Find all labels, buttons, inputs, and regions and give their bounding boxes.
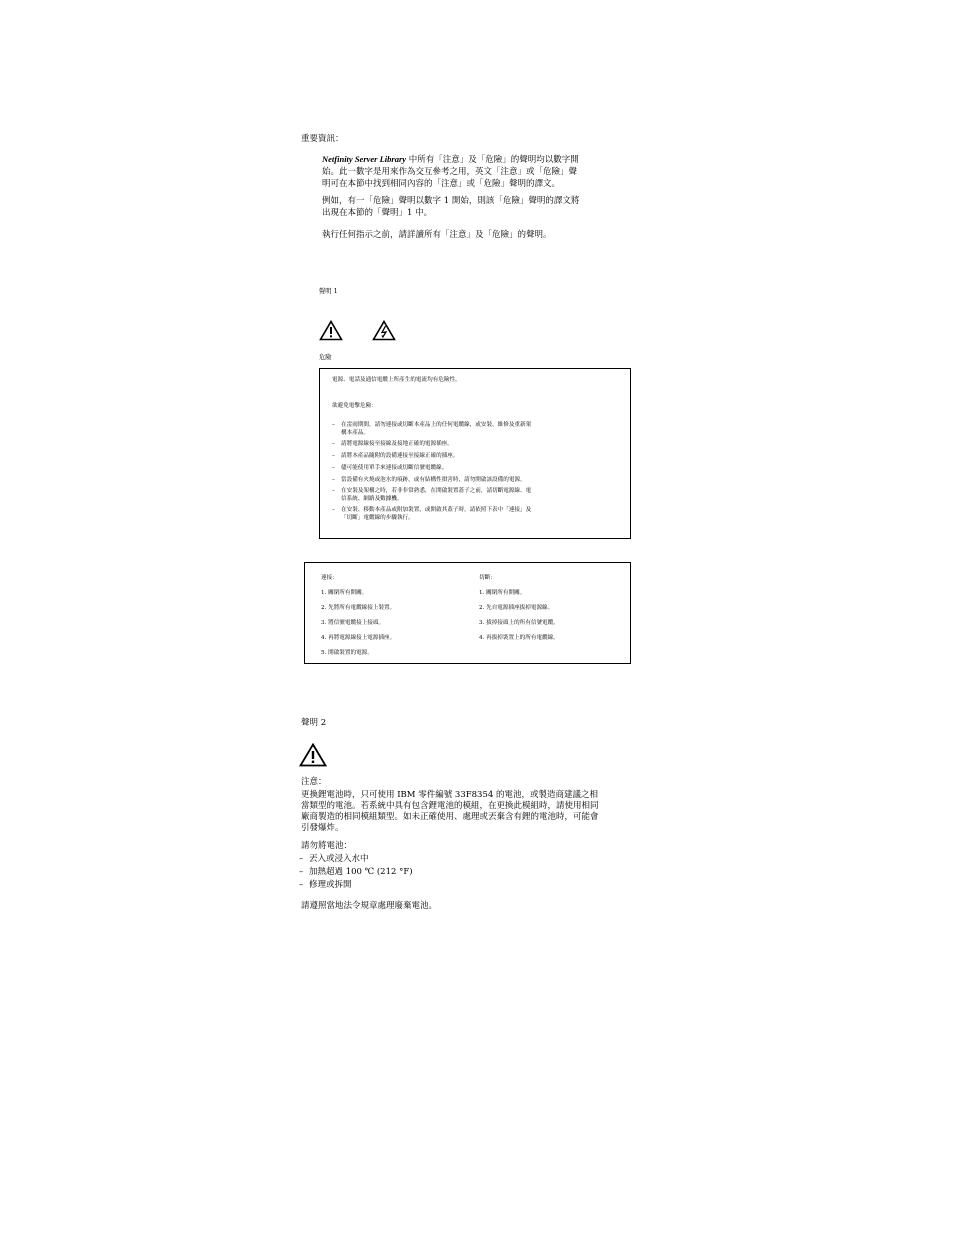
danger-line-2: 欲避免電擊危險：	[332, 403, 377, 409]
library-name: Netfinity Server Library	[322, 154, 407, 164]
danger-box	[319, 368, 631, 539]
list-item: – 儘可能使用單手來連接或切斷信號電纜線。	[332, 465, 448, 471]
connect-header: 連接：	[321, 575, 338, 581]
electrical-hazard-icon	[372, 320, 396, 341]
statement-2-title: 聲明 2	[301, 718, 327, 728]
list-item: – 丟入或浸入水中	[299, 854, 369, 864]
do-not-label: 請勿將電池：	[301, 841, 353, 851]
list-item: – 在安裝、移動本產品或附加裝置，或開啟其蓋子時，請依照下表中「連接」及 「切斷」電纜線的步驟執行。	[332, 507, 532, 521]
table-row: 1. 關閉所有開關。	[321, 590, 368, 596]
intro-paragraph-1: Netfinity Server Library 中所有「注意」及「危險」的聲明均以數字開 始。此一數字是用來作為交互參考之用，英文「注意」或「危險」聲 明可在本節中找到相同內容的「注意」或「危險」聲明的譯文。	[322, 154, 579, 189]
statement-1-title: 聲明 1	[319, 288, 338, 295]
list-item: – 請將本產品隨附的設備連接至接線正確的插座。	[332, 453, 459, 459]
disconnect-header: 切斷：	[479, 575, 496, 581]
connect-column	[321, 574, 395, 657]
section-heading: 重要資訊：	[301, 134, 344, 144]
do-not-list	[299, 853, 413, 892]
intro-paragraph-2: 例如，有一「危險」聲明以數字 1 開始，則該「危險」聲明的譯文將 出現在本節的「聲明」1 中。	[322, 196, 580, 218]
table-row: 3. 將信號電纜接上接頭。	[321, 620, 385, 626]
caution-paragraph: 更換鋰電池時，只可使用 IBM 零件編號 33F8354 的電池，或製造商建議之相 當類型的電池。若系統中具有包含鋰電池的模組，在更換此模組時，請使用相同 廠商製造的相同模組類型。如未正確使用、處理或丟棄含有鋰的電池時，可能會 引發爆炸。	[301, 790, 599, 833]
disconnect-column	[479, 574, 559, 642]
table-row: 3. 拔掉接頭上的所有信號電纜。	[479, 620, 559, 626]
warning-triangle-icon	[299, 743, 327, 767]
table-row: 2. 先將所有電纜線接上裝置。	[321, 605, 396, 611]
list-item: – 請將電源線接至接線及接地正確的電源插座。	[332, 441, 453, 447]
table-row: 4. 再拔掉裝置上的所有電纜線。	[479, 635, 559, 641]
table-row: 2. 先自電源插座拔掉電源線。	[479, 605, 554, 611]
list-item: – 在雷雨期間，請勿連接或切斷本產品上的任何電纜線，或安裝、維修及重新架 構本產品。	[332, 422, 532, 436]
table-row: 4. 再將電源線接上電源插座。	[321, 635, 396, 641]
table-row: 5. 開啟裝置的電源。	[321, 650, 373, 656]
disposal-note: 請遵照當地法令規章處理廢棄電池。	[301, 901, 438, 911]
list-item: – 當設備有火燒或泡水的痕跡，或有結構性損害時，請勿開啟該設備的電源。	[332, 477, 526, 483]
connect-disconnect-table	[304, 562, 631, 664]
danger-line-1: 電源、電話及通信電纜上所產生的電流均有危險性。	[332, 377, 461, 383]
list-item: – 在安裝及架構之時，若非非常熟悉，在開啟裝置蓋子之前，請切斷電源線、電 信系統、網路及數據機。	[332, 488, 532, 502]
list-item: – 修理或拆開	[299, 880, 352, 890]
danger-label: 危險	[319, 354, 332, 361]
table-row: 1. 關閉所有開關。	[479, 590, 526, 596]
intro-paragraph-3: 執行任何指示之前，請詳讀所有「注意」及「危險」的聲明。	[322, 230, 552, 240]
warning-triangle-icon	[319, 320, 343, 341]
list-item: – 加熱超過 100 ℃ (212 °F)	[299, 867, 413, 877]
caution-label: 注意：	[301, 777, 327, 787]
danger-bullet-list	[332, 421, 531, 522]
